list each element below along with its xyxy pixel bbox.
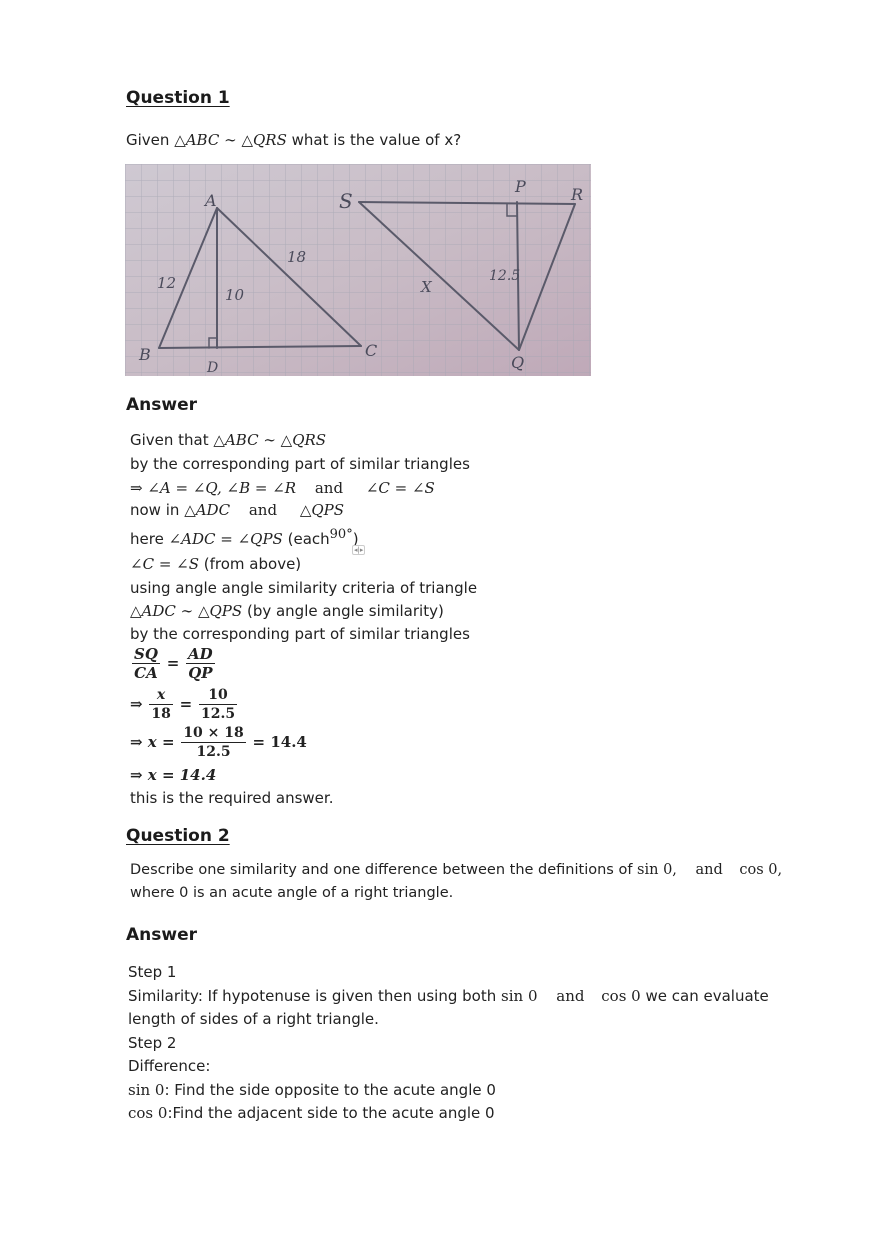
answer-line-7: using angle angle similarity criteria of triangle (130, 579, 478, 597)
cos-definition (128, 1104, 495, 1122)
label-d: D (207, 360, 219, 376)
question-1-prompt (126, 131, 461, 149)
answer-text: now in (130, 501, 180, 519)
label-c: C (365, 341, 378, 360)
sin-definition (128, 1081, 496, 1099)
label-sq-length: X (421, 278, 432, 296)
answer-text: (from above) (203, 555, 302, 573)
answer-text: (each (287, 530, 330, 548)
sin-term: sin 0, (637, 862, 677, 878)
degree-value: 90° (329, 527, 353, 542)
answer-math: ∠ADC = ∠QPS (168, 530, 283, 548)
answer-2-heading: Answer (126, 925, 197, 945)
answer-line-8 (130, 602, 444, 620)
label-s: S (339, 189, 353, 213)
fraction: $\frac{10}{12.5}$ (200, 687, 236, 722)
step-1-label: Step 1 (128, 963, 177, 981)
cos-term: cos 0 (601, 987, 641, 1005)
equals-sign: = (166, 654, 180, 672)
prompt-prefix: Given (126, 131, 170, 149)
sin-term: sin 0 (501, 987, 538, 1005)
and-word: and (556, 987, 585, 1005)
prompt-math: △ABC ∼ △QRS (174, 131, 287, 149)
label-b: B (139, 345, 151, 364)
equals-sign: = (179, 695, 193, 713)
answer-math: ⇒ x = (130, 733, 175, 751)
answer-math: ⇒ ∠A = ∠Q, ∠B = ∠R (130, 479, 297, 497)
answer-line-4 (130, 501, 344, 519)
fraction: $\frac{x}{18}$ (151, 687, 171, 722)
implies-arrow: ⇒ (130, 695, 143, 713)
answer-text: here (130, 530, 164, 548)
similarity-line-1 (128, 987, 769, 1005)
sin-term: sin 0 (128, 1081, 165, 1099)
triangles-photo (125, 164, 591, 376)
answer-text: Similarity: If hypotenuse is given then using both (128, 987, 497, 1005)
prompt-text: Describe one similarity and one difference between the definitions of (130, 862, 633, 878)
scroll-arrows-icon[interactable]: ◂|▸ (354, 546, 364, 554)
answer-text: : Find the side opposite to the acute angle 0 (164, 1081, 496, 1099)
similarity-line-2: length of sides of a right triangle. (128, 1010, 379, 1028)
answer-line-9: by the corresponding part of similar triangles (130, 625, 470, 643)
question-2-prompt-line-2: where 0 is an acute angle of a right triangle. (130, 885, 454, 901)
answer-math: △ABC ∼ △QRS (213, 431, 327, 449)
fraction-line-2 (130, 686, 239, 723)
cos-term: cos 0 (128, 1104, 168, 1122)
answer-text: we can evaluate (645, 987, 769, 1005)
answer-line-2: by the corresponding part of similar triangles (130, 455, 470, 473)
label-p: P (515, 177, 526, 196)
label-a: A (205, 191, 217, 210)
question-2-prompt-line-1 (130, 862, 782, 878)
and-word: and (248, 501, 278, 519)
label-pq-length: 12.5 (489, 268, 521, 284)
answer-text: Given that (130, 431, 209, 449)
label-ac-length: 18 (287, 248, 307, 266)
answer-text: ) (352, 530, 359, 548)
and-word: and (314, 479, 344, 497)
answer-math: ∠C = ∠S (130, 555, 199, 573)
answer-line-6 (130, 555, 301, 573)
fraction: $\frac{10 \times 18}{12.5}$ (183, 725, 244, 760)
answer-line-3 (130, 479, 435, 497)
step-2-label: Step 2 (128, 1034, 177, 1052)
answer-math: △QPS (299, 501, 345, 519)
answer-line-13 (130, 766, 216, 784)
answer-line-1 (130, 431, 326, 449)
prompt-suffix: what is the value of x? (291, 131, 462, 149)
answer-math: △ADC (184, 501, 231, 519)
answer-line-14: this is the required answer. (130, 789, 334, 807)
cos-term: cos 0, (739, 862, 783, 878)
question-2-heading: Question 2 (126, 826, 230, 846)
difference-label: Difference: (128, 1057, 211, 1075)
answer-math: = 14.4 (252, 733, 307, 751)
label-q: Q (511, 353, 525, 372)
fraction-line-3 (130, 724, 307, 761)
answer-text: (by angle angle similarity) (246, 602, 444, 620)
answer-1-heading: Answer (126, 395, 197, 415)
answer-math: △ADC ∼ △QPS (130, 602, 243, 620)
fraction-line-1 (130, 645, 217, 682)
answer-math: ∠C = ∠S (365, 479, 435, 497)
and-word: and (695, 862, 723, 878)
answer-line-5 (130, 527, 359, 548)
label-r: R (571, 185, 584, 204)
question-1-heading: Question 1 (126, 88, 230, 108)
fraction: $\frac{SQ}{CA}$ (134, 645, 158, 682)
answer-text: :Find the adjacent side to the acute angle 0 (167, 1104, 495, 1122)
fraction: $\frac{AD}{QP}$ (188, 645, 213, 682)
answer-math: ⇒ x = 14.4 (130, 766, 217, 784)
label-ad-length: 10 (225, 286, 245, 304)
label-ab-length: 12 (157, 274, 177, 292)
